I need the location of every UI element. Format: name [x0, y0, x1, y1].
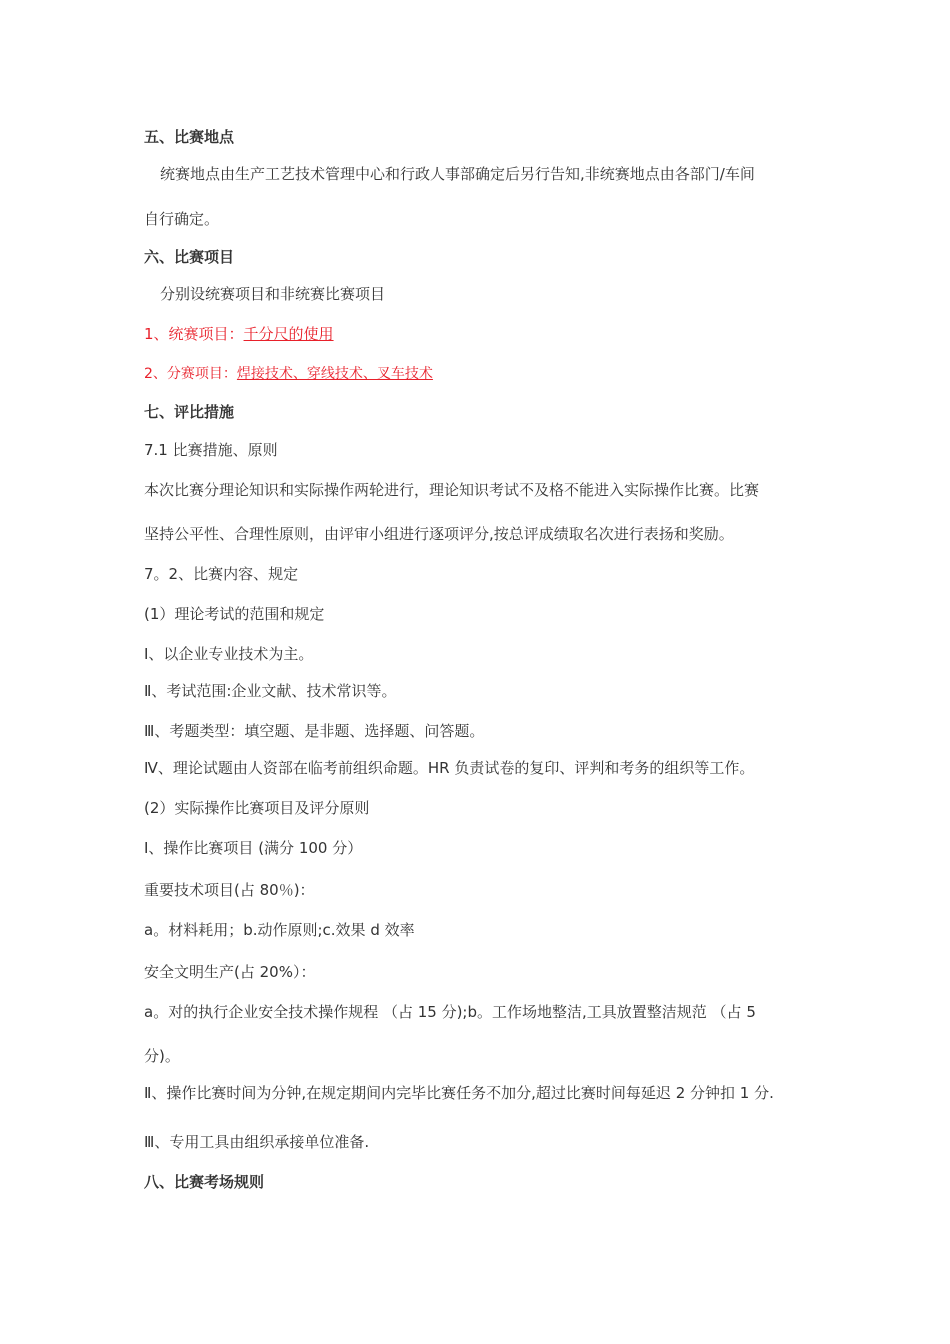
paragraph-continued: 自行确定。 [144, 210, 220, 228]
theory-exam-heading: (1）理论考试的范围和规定 [144, 605, 325, 623]
section-heading-8: 八、比赛考场规则 [144, 1173, 265, 1191]
key-tech-heading: 重要技术项目(占 80％)： [144, 881, 315, 899]
practical-heading: (2）实际操作比赛项目及评分原则 [144, 799, 370, 817]
item-label: 1、统赛项目： [144, 325, 244, 343]
practical-item-1: Ⅰ、操作比赛项目 (满分 100 分） [144, 839, 363, 857]
paragraph: 统赛地点由生产工艺技术管理中心和行政人事部确定后另行告知,非统赛地点由各部门/车间 [160, 165, 755, 183]
key-tech-items: a。材料耗用；b.动作原则;c.效果 d 效率 [144, 921, 415, 939]
list-item-sub-event [144, 364, 433, 384]
paragraph: 本次比赛分理论知识和实际操作两轮进行，理论知识考试不及格不能进入实际操作比赛。比赛 [144, 481, 760, 499]
safety-heading: 安全文明生产(占 20%）： [144, 963, 316, 981]
practical-item-2: Ⅱ、操作比赛时间为分钟,在规定期间内完毕比赛任务不加分,超过比赛时间每延迟 2 分钟扣 1 分. [144, 1084, 774, 1102]
list-item-unified-event [144, 324, 334, 344]
item-label: 2、分赛项目： [144, 366, 237, 382]
safety-items: a。对的执行企业安全技术操作规程 （占 15 分);b。工作场地整洁,工具放置整洁规范 （占 5 [144, 1003, 756, 1021]
paragraph-continued: 坚持公平性、合理性原则，由评审小组进行逐项评分,按总评成绩取名次进行表扬和奖励。 [144, 525, 734, 543]
section-heading-5: 五、比赛地点 [144, 128, 235, 146]
section-heading-6: 六、比赛项目 [144, 248, 235, 266]
item-value: 千分尺的使用 [243, 325, 334, 343]
theory-item-1: Ⅰ、以企业专业技术为主。 [144, 645, 314, 663]
paragraph: 分别设统赛项目和非统赛比赛项目 [160, 285, 386, 303]
section-heading-7: 七、评比措施 [144, 403, 235, 421]
theory-item-2: Ⅱ、考试范围:企业文献、技术常识等。 [144, 682, 397, 700]
practical-item-3: Ⅲ、专用工具由组织承接单位准备. [144, 1133, 370, 1151]
theory-item-3: Ⅲ、考题类型：填空题、是非题、选择题、问答题。 [144, 722, 485, 740]
subheading-7-2: 7。2、比赛内容、规定 [144, 565, 299, 583]
theory-item-4: Ⅳ、理论试题由人资部在临考前组织命题。HR 负责试卷的复印、评判和考务的组织等工作。 [144, 759, 755, 777]
subheading-7-1: 7.1 比赛措施、原则 [144, 441, 278, 459]
safety-items-continued: 分)。 [144, 1047, 180, 1065]
item-value: 焊接技术、穿线技术、叉车技术 [236, 366, 433, 382]
